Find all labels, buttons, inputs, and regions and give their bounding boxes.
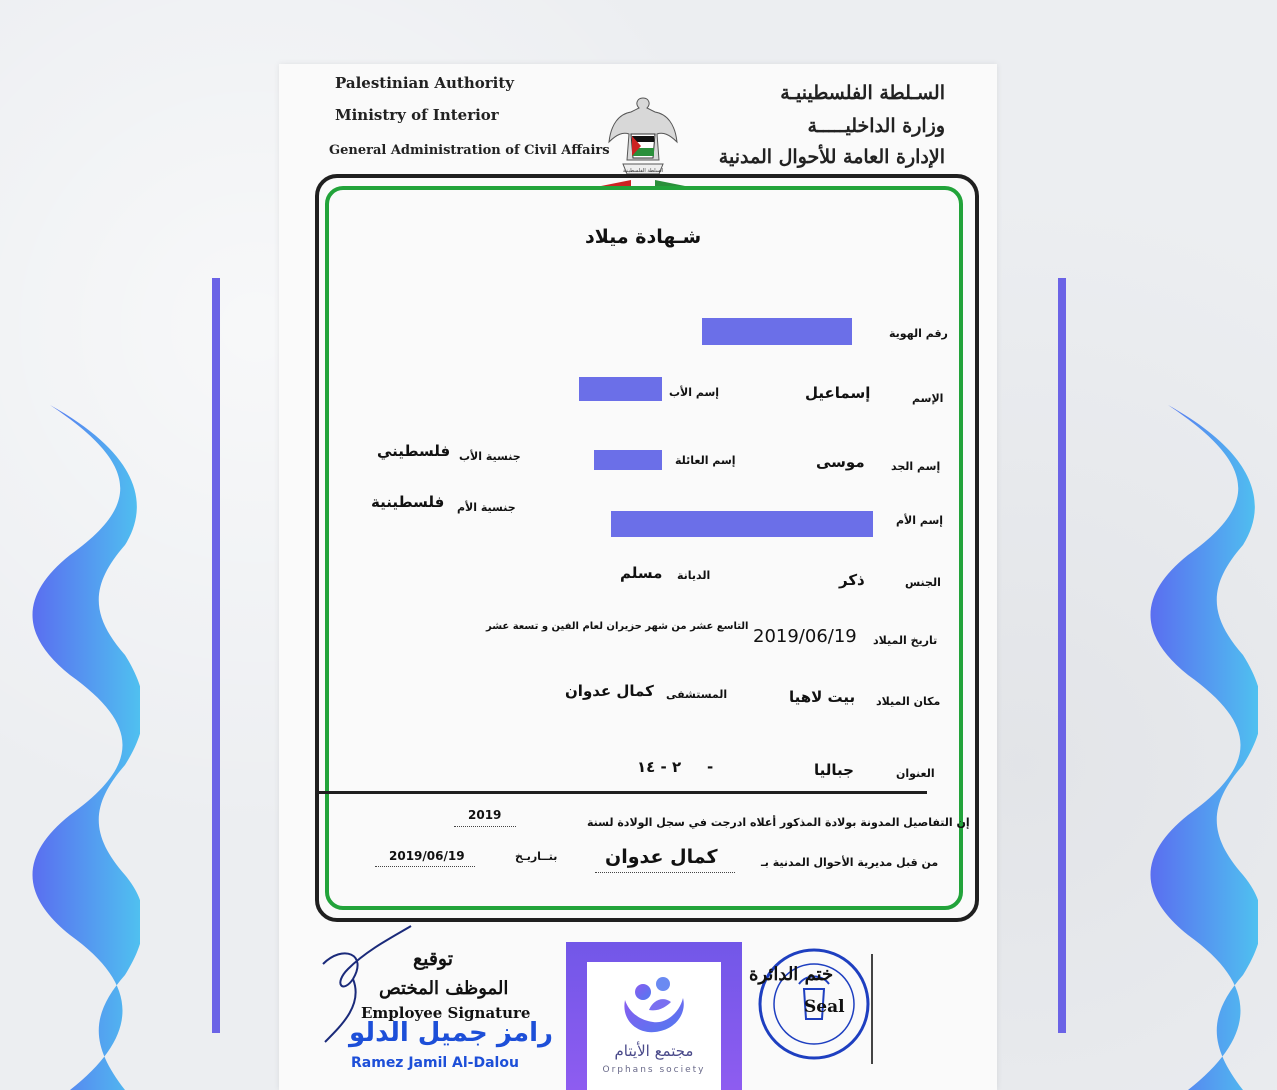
footer-divider (319, 791, 927, 794)
employee-name-en: Ramez Jamil Al-Dalou (351, 1055, 519, 1071)
header-en-administration: General Administration of Civil Affairs (329, 143, 610, 158)
mother-nationality-label: جنسية الأم (457, 501, 516, 514)
father-name-label: إسم الأب (669, 386, 720, 399)
address-dash: - (707, 758, 714, 776)
directorate-dotline (595, 872, 735, 873)
birthdate-label: تاريخ الميلاد (873, 634, 938, 647)
header-en-ministry: Ministry of Interior (335, 106, 499, 124)
seal-side-line (871, 954, 873, 1064)
orphans-society-logo[interactable] (587, 962, 721, 1090)
signature-ar-sign: توقيع (413, 948, 454, 970)
certificate-date-value: 2019/06/19 (389, 849, 465, 863)
mother-name-label: إسم الأم (896, 514, 944, 527)
birthplace-label: مكان الميلاد (876, 695, 941, 708)
registry-statement: إن التفاصيل المدونة بولادة المذكور أعلاه ادرجت في سجل الولادة لسنة (587, 816, 970, 829)
signature-ar-employee: الموظف المختص (379, 978, 509, 999)
name-value: إسماعيل (805, 384, 871, 402)
mother-nationality-value: فلسطينية (371, 493, 445, 511)
employee-name-ar: رامز جميل الدلو (349, 1018, 554, 1048)
gender-label: الجنس (905, 576, 941, 589)
grandfather-value: موسى (816, 453, 865, 471)
registry-year: 2019 (468, 808, 502, 822)
left-accent-bar (212, 278, 220, 1033)
logo-en-name: Orphans society (602, 1065, 706, 1075)
hospital-label: المستشفى (666, 688, 728, 701)
father-nationality-label: جنسية الأب (459, 450, 521, 463)
id-redaction (702, 318, 852, 345)
emblem-caption: السلطة الفلسطينية (622, 168, 664, 174)
registry-year-dotline (454, 826, 516, 827)
directorate-statement: من قبل مديرية الأحوال المدنية بـ (761, 856, 939, 869)
religion-label: الديانة (677, 569, 711, 582)
certificate-date-label: بتــاريـخ (515, 850, 558, 863)
right-wave-decoration (1148, 405, 1258, 1090)
hospital-value: كمال عدوان (565, 682, 654, 700)
address-number: ٢ - ١٤ (637, 758, 682, 776)
father-name-redaction (579, 377, 662, 401)
birthdate-value: 2019/06/19 (753, 626, 857, 647)
header-en-authority: Palestinian Authority (335, 74, 514, 92)
birth-certificate (279, 64, 997, 1090)
grandfather-label: إسم الجد (891, 460, 941, 473)
address-label: العنوان (896, 767, 935, 780)
religion-value: مسلم (620, 564, 663, 582)
orphans-society-logo-icon (617, 970, 691, 1036)
id-label: رقم الهوية (889, 327, 948, 340)
birthplace-value: بيت لاهيا (789, 688, 856, 706)
left-wave-decoration (30, 405, 140, 1090)
father-nationality-value: فلسطيني (377, 442, 451, 460)
family-name-label: إسم العائلة (675, 454, 736, 467)
certificate-inner-frame (325, 186, 963, 910)
certificate-date-dotline (375, 866, 475, 867)
address-value: جباليا (814, 761, 854, 779)
header-ar-authority: السـلطة الفلسطينيـة (780, 82, 945, 104)
header-ar-ministry: وزارة الداخليـــــة (807, 115, 945, 137)
gender-value: ذكر (839, 571, 865, 589)
mother-name-redaction (611, 511, 873, 537)
name-label: الإسم (912, 392, 944, 405)
right-accent-bar (1058, 278, 1066, 1033)
directorate-value: كمال عدوان (605, 846, 718, 868)
seal-en-label: Seal (804, 997, 845, 1017)
family-name-redaction (594, 450, 662, 470)
logo-ar-name: مجتمع الأيتام (614, 1042, 694, 1060)
header-ar-administration: الإدارة العامة للأحوال المدنية (718, 146, 945, 168)
certificate-title: شـهادة ميلاد (585, 226, 702, 248)
seal-ar-label: ختم الدائرة (749, 964, 834, 985)
birthdate-in-words: التاسع عشر من شهر حزيران لعام الفين و تسعة عشر (486, 621, 749, 632)
signature-en-label: Employee Signature (361, 1004, 531, 1022)
